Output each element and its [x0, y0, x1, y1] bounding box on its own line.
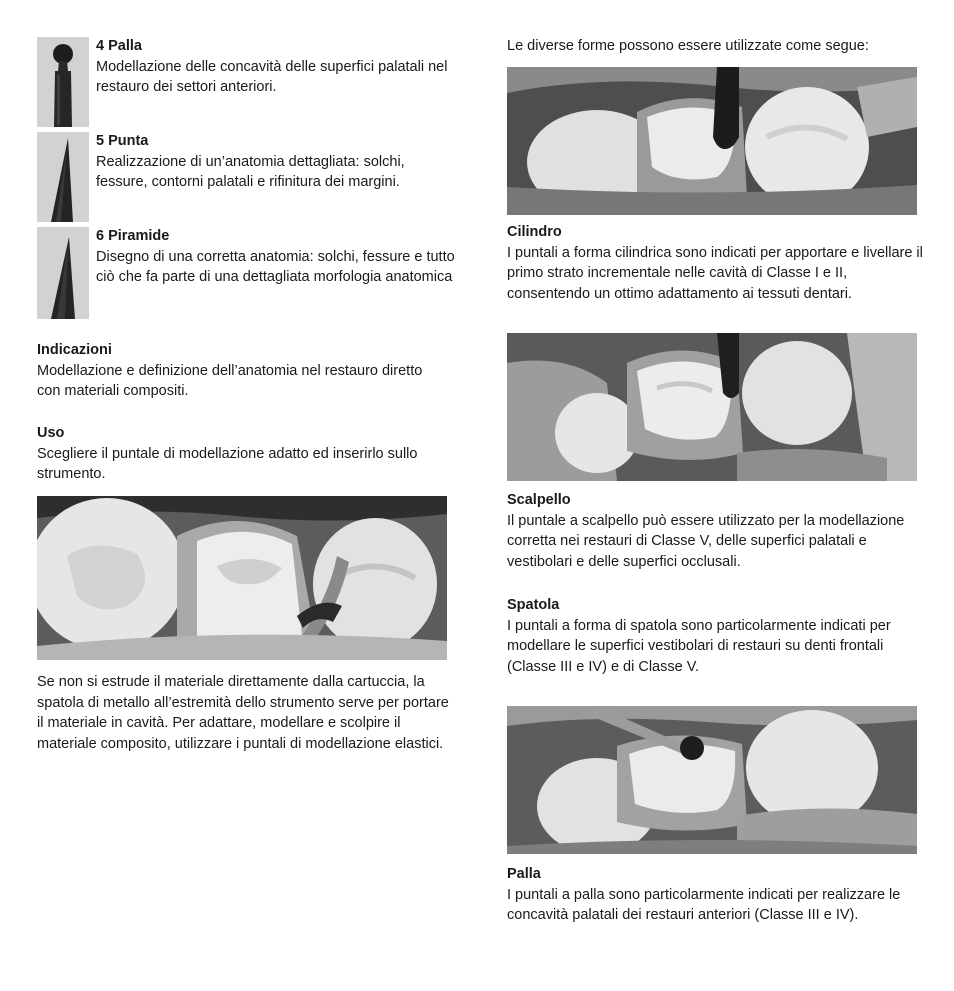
- indications-text: Modellazione e definizione dell’anatomia nel restauro diretto con materiali compositi.: [37, 362, 423, 399]
- ball-tip-thumbnail: [37, 37, 89, 127]
- photo-ball-tip: [507, 706, 917, 854]
- tip-pointed-text: Realizzazione di un’anatomia dettagliata: solchi, fessure, contorni palatali e rifinitura dei margini.: [96, 153, 405, 190]
- section-spatula-title: Spatola: [507, 597, 560, 613]
- indications-title: Indicazioni: [37, 342, 112, 358]
- tip-pointed-title: 5 Punta: [96, 133, 149, 149]
- tip-pyramid-block: [96, 226, 456, 288]
- pointed-tip-thumbnail: [37, 132, 89, 222]
- pyramid-tip-thumbnail: [37, 227, 89, 319]
- tip-pointed-block: [96, 131, 456, 193]
- usage-note: [37, 672, 452, 754]
- tip-pyramid-title: 6 Piramide: [96, 228, 170, 244]
- photo-cylinder-tip: [507, 67, 917, 215]
- tip-pyramid-text: Disegno di una corretta anatomia: solchi, fessure e tutto ciò che fa parte di una dettagliata morfologia anatomica: [96, 248, 455, 285]
- section-spatula: [507, 595, 927, 677]
- section-chisel: [507, 490, 927, 572]
- section-cylinder-title: Cilindro: [507, 224, 562, 240]
- ball-tip-icon: [37, 37, 89, 127]
- usage-note-text: Se non si estrude il materiale direttamente dalla cartuccia, la spatola di metallo all’estremità dello strumento serve per portare il materiale in cavità. Per adattare, modellare e scolpire il materiale composito, utilizzare i puntali di modellazione elastici.: [37, 674, 449, 752]
- tip-ball-text: Modellazione delle concavità delle superfici palatali nel restauro dei settori anteriori.: [96, 58, 448, 95]
- section-chisel-text: Il puntale a scalpello può essere utilizzato per la modellazione corretta nei restauri di Classe V, delle superfici palatali e vestibolari e delle superfici occlusali.: [507, 512, 905, 570]
- section-ball: [507, 864, 927, 926]
- right-intro: [507, 36, 927, 57]
- pyramid-tip-icon: [37, 227, 89, 319]
- dental-photo-illustration: [507, 67, 917, 215]
- section-ball-text: I puntali a palla sono particolarmente indicati per realizzare le concavità palatali dei restauri anteriori (Classe III e IV).: [507, 886, 901, 923]
- section-spatula-text: I puntali a forma di spatola sono particolarmente indicati per modellare le superfici vestibolari di restauri su denti frontali (Classe III e IV) e di Classe V.: [507, 617, 891, 675]
- indications-section: [37, 340, 437, 402]
- right-intro-text: Le diverse forme possono essere utilizzate come segue:: [507, 38, 869, 54]
- usage-title: Uso: [37, 425, 65, 441]
- usage-section: [37, 423, 457, 485]
- pointed-tip-icon: [37, 132, 89, 222]
- tip-ball-title: 4 Palla: [96, 38, 142, 54]
- dental-photo-illustration: [507, 333, 917, 481]
- dental-photo-illustration: [37, 496, 447, 660]
- photo-instrument-in-mouth: [37, 496, 447, 660]
- section-chisel-title: Scalpello: [507, 492, 571, 508]
- section-ball-title: Palla: [507, 866, 541, 882]
- dental-photo-illustration: [507, 706, 917, 854]
- tip-ball-block: [96, 36, 456, 98]
- photo-chisel-tip: [507, 333, 917, 481]
- section-cylinder-text: I puntali a forma cilindrica sono indicati per apportare e livellare il primo strato incrementale nelle cavità di Classe I e II, consentendo un ottimo adattamento ai tessuti dentari.: [507, 244, 923, 302]
- usage-text: Scegliere il puntale di modellazione adatto ed inserirlo sullo strumento.: [37, 445, 418, 482]
- section-cylinder: [507, 222, 927, 304]
